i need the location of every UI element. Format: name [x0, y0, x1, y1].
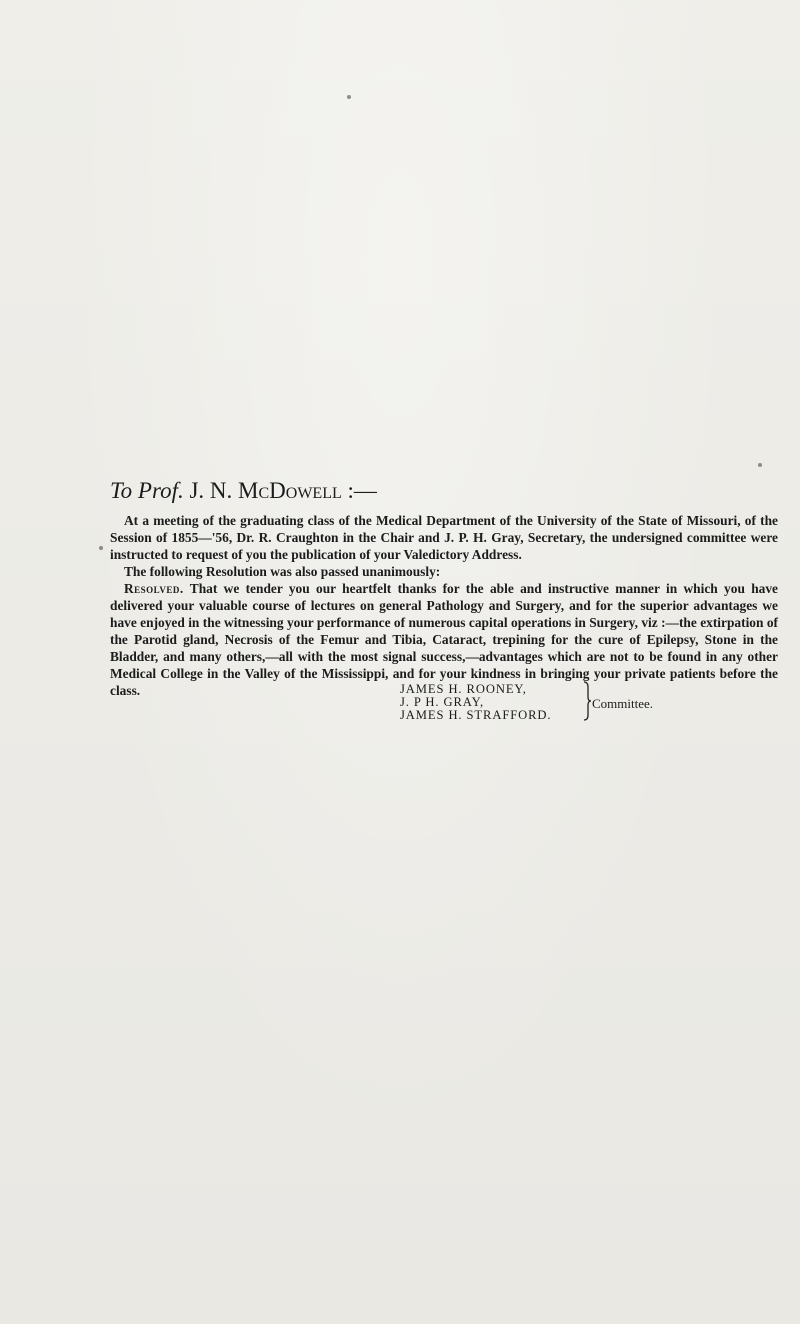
- ink-speck: [347, 95, 351, 99]
- signatory-name: JAMES H. ROONEY,: [400, 682, 527, 696]
- salutation: [110, 479, 377, 502]
- letter-body: [110, 512, 778, 700]
- signatory-name: JAMES H. STRAFFORD.: [400, 708, 552, 722]
- ink-speck: [99, 546, 103, 550]
- signature-block: [400, 683, 551, 722]
- ink-speck: [758, 463, 762, 467]
- brace-icon: [583, 681, 591, 721]
- paragraph-request: At a meeting of the graduating class of the Medical Department of the University of the State of Missouri, of the Session of 1855—'56, Dr. R. Craughton in the Chair and J. P. H. Gray, Secretary, the undersigned committee were instructed to request of you the publication of your Valedictory Address.: [110, 513, 778, 563]
- resolution-label: Resolved.: [124, 581, 184, 597]
- paragraph-resolution-intro: The following Resolution was also passed unanimously:: [124, 564, 441, 580]
- signatory-name: J. P H. GRAY,: [400, 695, 485, 709]
- committee-label: Committee.: [592, 696, 654, 711]
- show-through-texture: [150, 95, 770, 125]
- salutation-name: J. N. McDowell :—: [189, 478, 377, 503]
- resolution-text: That we tender you our heartfelt thanks for the able and instructive manner in which you have delivered your valuable course of lectures on general Pathology and Surgery, and for the superior advantages we have enjoyed in the witnessing your performance of numerous capital operations in Surgery, viz :—the extirpation of the Parotid gland, Necrosis of the Femur and Tibia, Cataract, trepining for the cure of Epilepsy, Stone in the Bladder, and many others,—all with the most signal success,—advantages which are not to be found in any other Medical College in the Valley of the Mississippi, and for your kindness in bringing your private patients before the class.: [110, 581, 778, 699]
- salutation-prefix: To Prof.: [110, 478, 184, 503]
